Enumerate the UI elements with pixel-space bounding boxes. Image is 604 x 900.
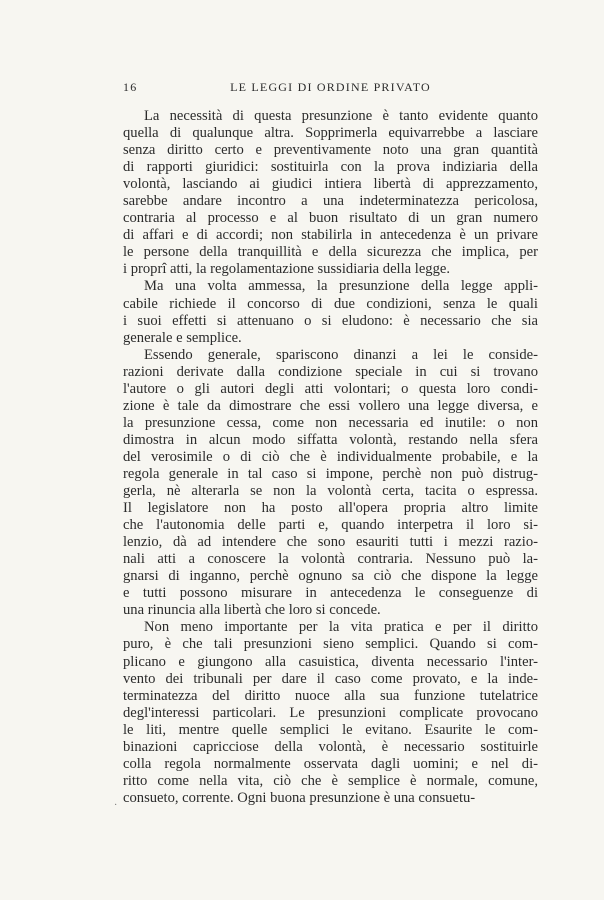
text-line: le persone della tranquillità e della sicurezza che implica, per — [123, 244, 538, 261]
text-line: l'autore o gli autori degli atti volontari; o questa loro condi- — [123, 380, 538, 397]
text-line: razioni derivate dalla condizione speciale in cui si trovano — [123, 363, 538, 380]
page-number: 16 — [123, 80, 138, 94]
text-line: lenzio, dà ad intendere che sono esauriti tutti i mezzi razio- — [123, 534, 538, 551]
text-line: ritto come nella vita, ciò che è semplice è normale, comune, — [123, 772, 538, 789]
running-head — [123, 80, 538, 98]
text-line: dimostra in alcun modo siffatta volontà, restando nella sfera — [123, 431, 538, 448]
text-line: plicano e giungono alla casuistica, diventa necessario l'inter- — [123, 653, 538, 670]
paragraph — [123, 619, 538, 807]
text-line: zione è tale da dimostrare che essi vollero una legge diversa, e — [123, 397, 538, 414]
text-line: La necessità di questa presunzione è tanto evidente quanto — [144, 108, 538, 124]
text-line: quella di qualunque altra. Sopprimerla equivarrebbe a lasciare — [123, 125, 538, 142]
text-line: le liti, mentre quelle semplici le evitano. Esaurite le com- — [123, 721, 538, 738]
text-line: che l'autonomia delle parti e, quando interpetra il loro si- — [123, 517, 538, 534]
text-line: regola generale in tal caso si impone, perchè non può distrug- — [123, 465, 538, 482]
text-line: volontà, lasciando ai giudici intiera libertà di apprezzamento, — [123, 176, 538, 193]
text-line: vento dei tribunali per dare il caso come provato, e la inde- — [123, 670, 538, 687]
text-line: puro, è che tali presunzioni sieno semplici. Quando si com- — [123, 636, 538, 653]
text-line: terminatezza del diritto nuoce alla sua funzione tutelatrice — [123, 687, 538, 704]
text-line: cabile richiede il concorso di due condizioni, senza le quali — [123, 295, 538, 312]
text-line: gerla, nè alterarla se non la volontà certa, tacita o espressa. — [123, 483, 538, 500]
speck-mark: · — [114, 800, 118, 811]
text-line: colla regola normalmente osservata dagli uomini; e nel di- — [123, 755, 538, 772]
paragraph — [123, 108, 538, 278]
text-line: Non meno importante per la vita pratica e per il diritto — [144, 619, 538, 636]
text-line: una rinuncia alla libertà che loro si concede. — [123, 602, 381, 619]
text-line: Il legislatore non ha posto all'opera propria altro limite — [123, 500, 538, 517]
text-line: senza diritto certo e preventivamente noto una gran quantità — [123, 142, 538, 159]
text-line: Essendo generale, spariscono dinanzi a lei le conside- — [144, 346, 538, 363]
text-line: binazioni capricciose della volontà, è necessario sostituirle — [123, 738, 538, 755]
text-line: i proprî atti, la regolamentazione sussidiaria della legge. — [123, 261, 451, 278]
paragraph — [123, 347, 538, 620]
text-line: i suoi effetti si attenuano o si eludono: è necessario che sia — [123, 312, 538, 329]
text-line: del verosimile o di ciò che è individualmente probabile, e la — [123, 448, 538, 465]
running-title: LE LEGGI DI ORDINE PRIVATO — [230, 80, 431, 94]
text-line: nali atti a conoscere la volontà contraria. Nessuno può la- — [123, 551, 538, 568]
text-line: di rapporti giuridici: sostituirla con la prova indiziaria della — [123, 159, 538, 176]
text-line: generale e semplice. — [123, 329, 242, 346]
text-line: e tutti possono misurare in antecedenza le conseguenze di — [123, 585, 538, 602]
text-line: di affari e di accordi; non stabilirla in antecedenza è un privare — [123, 227, 538, 244]
paragraph — [123, 278, 538, 346]
text-line: Ma una volta ammessa, la presunzione della legge appli- — [144, 278, 538, 295]
body-text — [123, 108, 538, 807]
text-line: gnarsi di inganno, perchè ognuno sa ciò che dispone la legge — [123, 568, 538, 585]
text-line: degl'interessi particolari. Le presunzioni complicate provocano — [123, 704, 538, 721]
text-line: sarebbe andare incontro a una indeterminatezza pericolosa, — [123, 193, 538, 210]
text-line: contraria al processo e al buon risultato di un gran numero — [123, 210, 538, 227]
text-line: la presunzione cessa, come non necessaria ed inutile: o non — [123, 414, 538, 431]
text-line: consueto, corrente. Ogni buona presunzione è una consuetu- — [123, 789, 476, 806]
